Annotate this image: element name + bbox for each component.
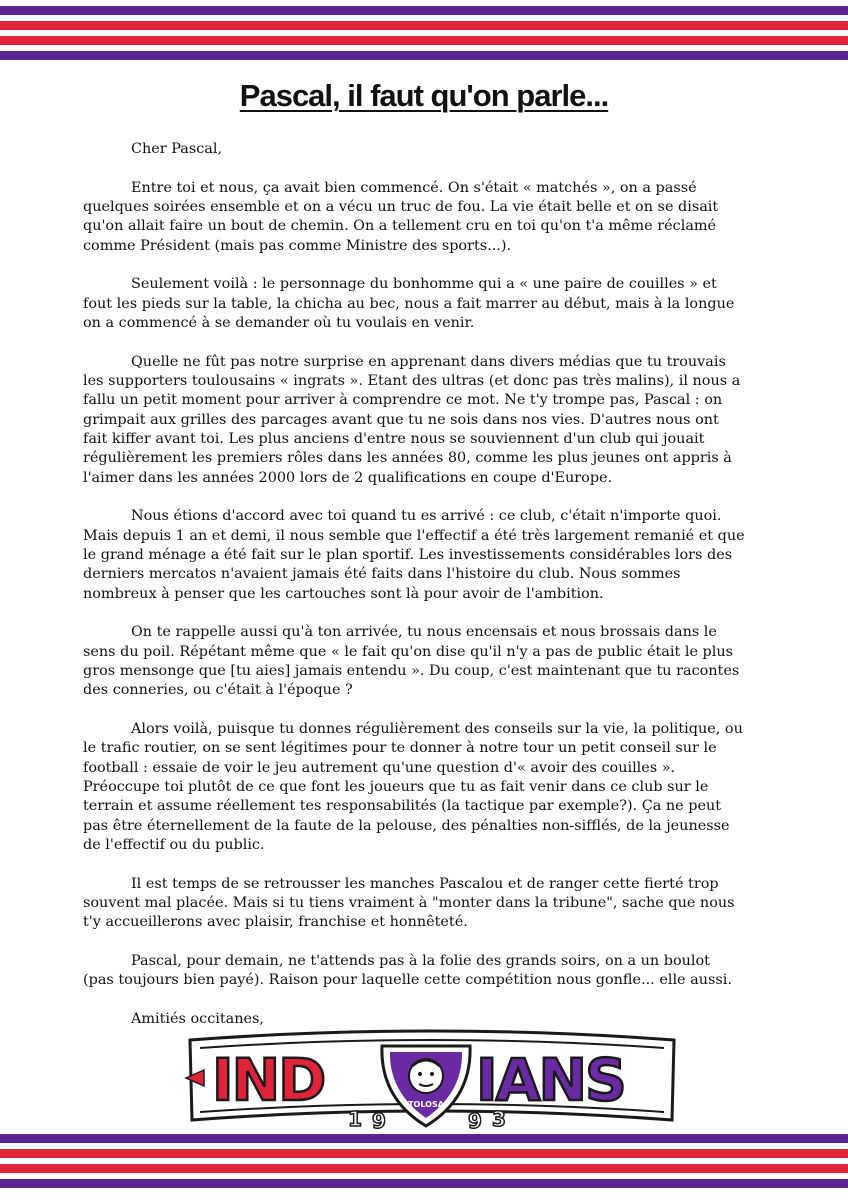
year-digit: 3 [492,1107,506,1131]
stripe-red [0,1149,848,1158]
letter-body [83,140,745,1049]
stripe-purple [0,6,848,15]
paragraph: Pascal, pour demain, ne t'attends pas à la folie des grands soirs, on a un boulot (pas toujours bien payé). Raison pour laquelle cette compétition nous gonfle... elle aussi. [83,953,732,989]
logo-letters-right: IANS [476,1046,625,1114]
logo-letters-left: IND [212,1046,325,1114]
paragraph: Alors voilà, puisque tu donnes régulièrement des conseils sur la vie, la politique, ou le trafic routier, on se sent légitimes pour te donner à notre tour un petit conseil sur le football : essaie de voir le jeu autrement qu'une question d'« avoir des couilles ». Préoccupe toi plutôt de ce que font les joueurs que tu as fait venir dans ce club sur le terrain et assume réellement tes responsabilités (la tactique par exemple?). Ça ne peut pas être éternellement de la faute de la pelouse, des pénalties non-sifflés, de la jeunesse de l'effectif ou du public. [83,721,743,853]
salutation: Cher Pascal, [131,141,223,157]
stripe-purple [0,1134,848,1143]
paragraph: Il est temps de se retrousser les manches Pascalou et de ranger cette fierté trop souvent mal placée. Mais si tu tiens vraiment à "monter dans la tribune", sache que nous t'y accueillerons avec plaisir, franchise et honnêteté. [83,875,735,931]
indians-logo [172,1028,692,1132]
paragraph: Entre toi et nous, ça avait bien commencé. On s'était « matchés », on a passé quelques soirées ensemble et on a vécu un truc de fou. La vie était belle et on se disait qu'on allait faire un bout de chemin. On a tellement cru en toi qu'on t'a même réclamé comme Président (mais pas comme Ministre des sports...). [83,179,719,254]
logo-emblem-text: TOLOSA [408,1100,444,1109]
paragraph: Quelle ne fût pas notre surprise en apprenant dans divers médias que tu trouvais les supporters toulousains « ingrats ». Etant des ultras (et donc pas très malins), il nous a fallu un petit moment pour arriver à comprendre ce mot. Ne t'y trompe pas, Pascal : on grimpait aux grilles des parcages avant que tu ne sois dans nos vies. D'autres nous ont fait kiffer avant toi. Les plus anciens d'entre nous se souviennent d'un club qui jouait régulièrement les premiers rôles dans les années 80, comme les plus jeunes ont appris à l'aimer dans les années 2000 lors de 2 qualifications en coupe d'Europe. [83,353,741,486]
stripe-red [0,21,848,30]
stripe-red [0,36,848,45]
header-stripes [0,6,848,60]
stripe-red [0,1164,848,1173]
paragraph: Seulement voilà : le personnage du bonhomme qui a « une paire de couilles » et fout les pieds sur la table, la chicha au bec, nous a fait marrer au début, mais à la longue on a commencé à se demander où tu voulais en venir. [83,276,735,332]
stripe-purple [0,1179,848,1188]
year-digit: 9 [372,1109,386,1132]
footer-stripes [0,1134,848,1188]
closing: Amitiés occitanes, [131,1011,264,1028]
letter-title: Pascal, il faut qu'on parle... [239,78,609,113]
paragraph: Nous étions d'accord avec toi quand tu es arrivé : ce club, c'était n'importe quoi. Mais depuis 1 an et demi, il nous semble que l'effectif a été très largement remanié et que le grand ménage a été fait sur le plan sportif. Les investissements considérables lors des derniers mercatos n'avaient jamais été faits dans l'histoire du club. Nous sommes nombreux à penser que les cartouches sont là pour avoir de l'ambition. [83,508,745,602]
year-digit: 1 [348,1107,362,1131]
stripe-purple [0,51,848,60]
paragraph: On te rappelle aussi qu'à ton arrivée, tu nous encensais et nous brossais dans le sens du poil. Répétant même que « le fait qu'on dise qu'il n'y a pas de public était le plus gros mensonge que [tu aies] jamais entendu ». Du coup, c'est maintenant que tu racontes des conneries, ou c'était à l'époque ? [83,624,740,699]
year-digit: 9 [468,1109,482,1132]
